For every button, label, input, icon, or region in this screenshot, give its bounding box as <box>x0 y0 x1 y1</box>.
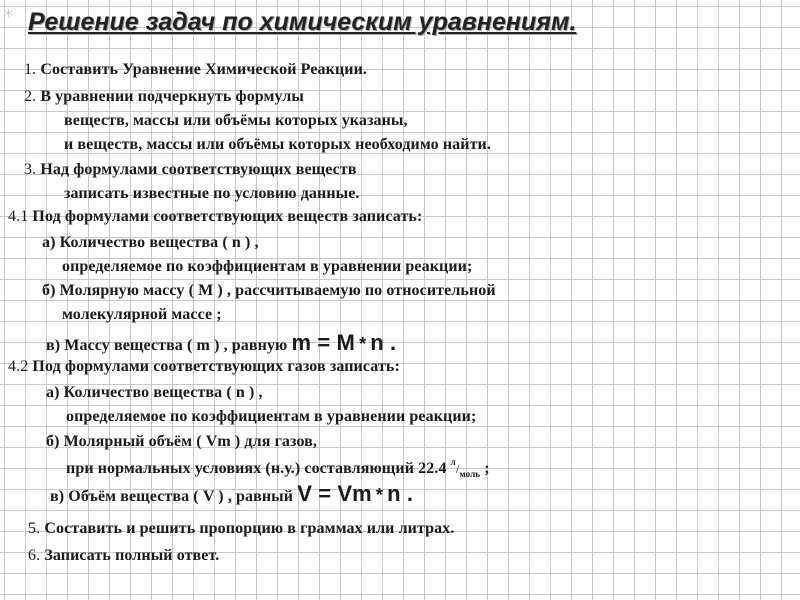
step-6-text: Записать полный ответ. <box>44 547 220 564</box>
step-4-2-b-line-1: б) Молярный объём ( Vm ) для газов, <box>46 433 318 450</box>
unit-liter-per-mol <box>450 457 481 479</box>
bullet-star-icon: * <box>4 6 13 27</box>
step-4-1-number: 4.1 <box>8 208 29 225</box>
step-6 <box>28 547 219 565</box>
step-4-2-line-1: Под формулами соответствующих газов записать: <box>32 358 400 375</box>
step-4-2-c-text: в) Объём вещества ( V ) , равный <box>50 488 294 505</box>
step-4-1-line-1: Под формулами соответствующих веществ записать: <box>32 208 423 225</box>
multiply-operator: * <box>359 334 367 354</box>
step-4-1-a-line-2: определяемое по коэффициентам в уравнении реакции; <box>62 258 473 275</box>
step-4-2-b-line-2-text: при нормальных условиях (н.у.) составляющий 22.4 <box>66 460 447 477</box>
step-3-line-1: Над формулами соответствующих веществ <box>40 161 357 178</box>
volume-formula-lhs: V = Vm <box>297 481 372 506</box>
unit-denominator: моль <box>459 469 481 479</box>
step-4-2-number: 4.2 <box>8 358 29 375</box>
step-4-2 <box>8 358 400 376</box>
multiply-operator: * <box>375 485 384 505</box>
step-4-1-b-line-2: молекулярной массе ; <box>62 306 222 323</box>
unit-semicolon: ; <box>484 460 490 477</box>
step-5 <box>28 520 454 538</box>
step-2-line-2: веществ, массы или объёмы которых указаны, <box>64 112 408 129</box>
step-2-number: 2. <box>24 88 37 105</box>
step-3 <box>24 161 357 179</box>
step-2-line-3: и веществ, массы или объёмы которых необходимо найти. <box>64 136 491 153</box>
step-1-text: Составить Уравнение Химической Реакции. <box>40 61 368 78</box>
step-4-2-a-line-1: а) Количество вещества ( n ) , <box>46 384 263 401</box>
step-4-1 <box>8 208 422 226</box>
step-4-1-c-text: в) Массу вещества ( m ) , равную <box>46 337 288 354</box>
step-4-1-b-line-1: б) Молярную массу ( М ) , рассчитываемую по относительной <box>42 282 496 299</box>
step-1-number: 1. <box>24 61 37 78</box>
step-1 <box>24 61 367 79</box>
step-4-2-a-line-2: определяемое по коэффициентам в уравнении реакции; <box>66 408 477 425</box>
mass-formula-lhs: m = M <box>291 330 355 355</box>
volume-formula-rhs: n . <box>387 481 414 506</box>
unit-slash: / <box>455 461 460 476</box>
step-3-number: 3. <box>24 161 37 178</box>
step-4-1-c <box>46 330 396 356</box>
step-5-text: Составить и решить пропорцию в граммах или литрах. <box>44 520 455 537</box>
step-3-line-2: записать известные по условию данные. <box>64 185 360 202</box>
step-5-number: 5. <box>28 520 41 537</box>
step-4-2-b-line-2 <box>66 457 490 479</box>
step-6-number: 6. <box>28 547 41 564</box>
step-4-1-a-line-1: а) Количество вещества ( n ) , <box>42 234 259 251</box>
mass-formula-rhs: n . <box>370 330 397 355</box>
slide-title: Решение задач по химическим уравнениям. <box>28 8 577 36</box>
step-4-2-c <box>50 481 413 507</box>
step-2-line-1: В уравнении подчеркнуть формулы <box>40 88 304 105</box>
step-2 <box>24 88 304 106</box>
unit-numerator: л <box>450 457 456 467</box>
